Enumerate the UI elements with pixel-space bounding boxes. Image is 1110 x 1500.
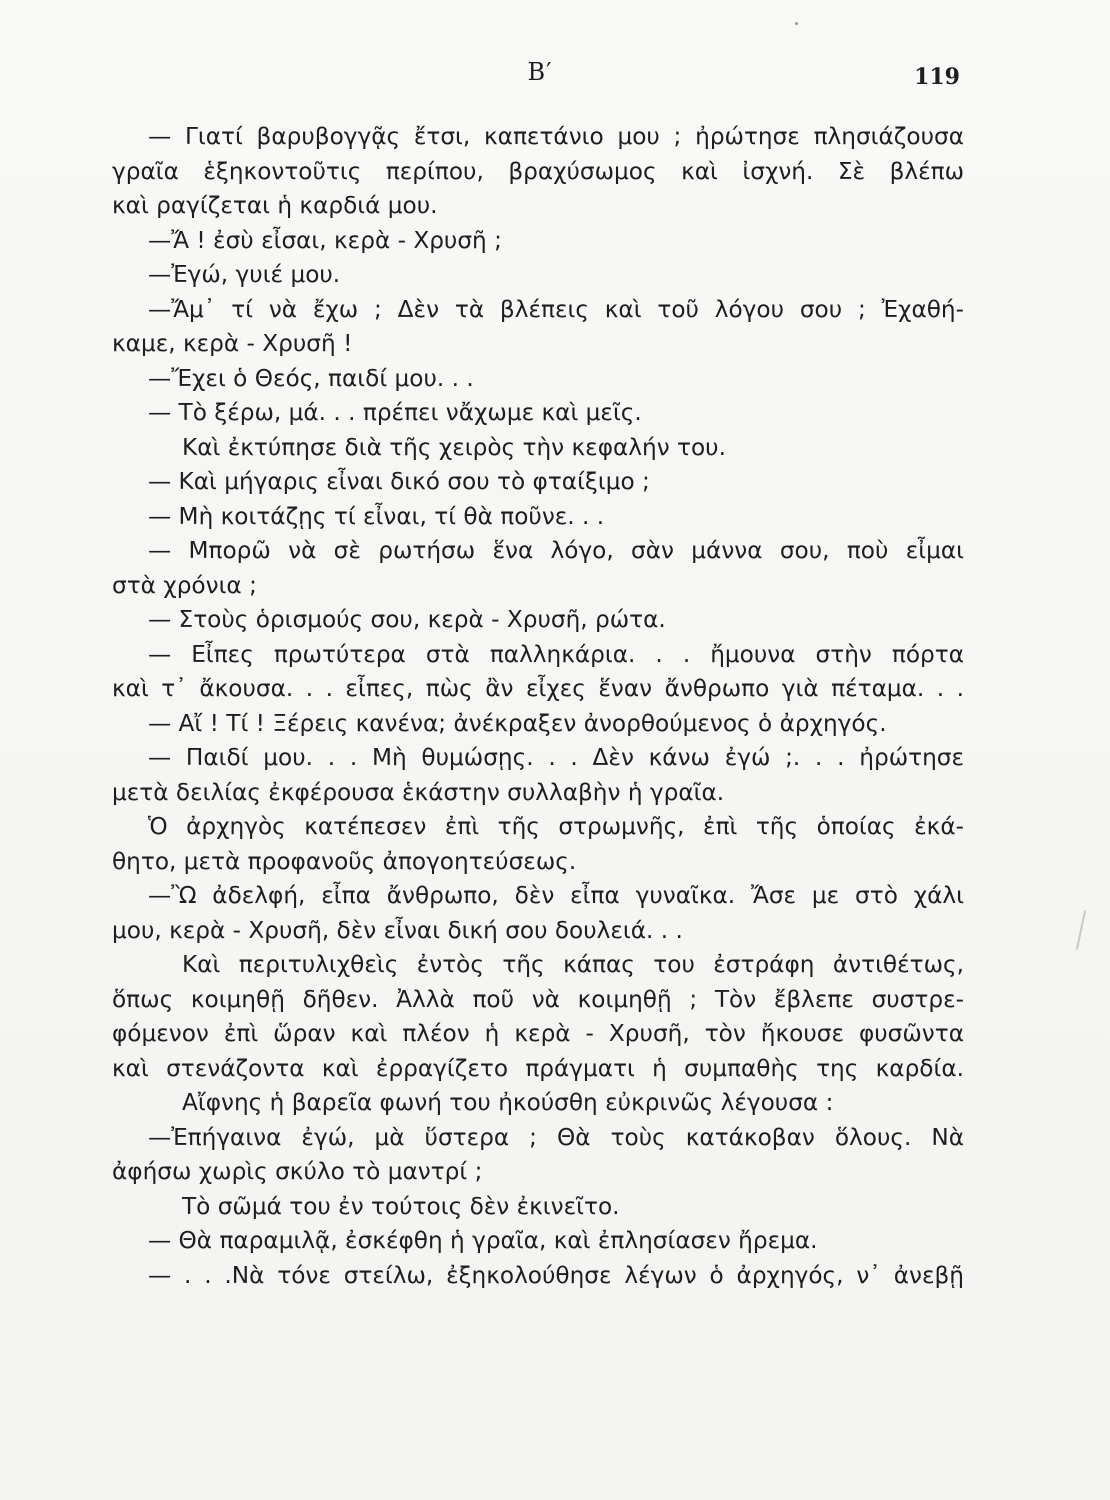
text-line: —Ἄ ! ἐσὺ εἶσαι, κερὰ - Χρυσῆ ; bbox=[148, 226, 502, 254]
text-line: — Μπορῶ νὰ σὲ ρωτήσω ἕνα λόγο, σὰν μάννα σου, ποὺ εἶμαι bbox=[148, 537, 964, 564]
text-line: καὶ ραγίζεται ἡ καρδιά μου. bbox=[112, 192, 438, 219]
text-line: Ὁ ἀρχηγὸς κατέπεσεν ἐπὶ τῆς στρωμνῆς, ἐπὶ τῆς ὁποίας ἐκά- bbox=[148, 813, 964, 840]
text-line: —Ἐπήγαινα ἐγώ, μὰ ὕστερα ; Θὰ τοὺς κατάκοβαν ὅλους. Νὰ bbox=[148, 1123, 964, 1151]
text-line: μου, κερὰ - Χρυσῆ, δὲν εἶναι δική σου δουλειά. . . bbox=[112, 916, 683, 944]
text-line: Καὶ ἐκτύπησε διὰ τῆς χειρὸς τὴν κεφαλήν του. bbox=[182, 433, 726, 461]
text-line: — Μὴ κοιτάζῃς τί εἶναι, τί θὰ ποῦνε. . . bbox=[148, 502, 605, 530]
text-line: Αἴφνης ἡ βαρεῖα φωνή του ἠκούσθη εὐκρινῶς λέγουσα : bbox=[182, 1089, 834, 1116]
text-line: καμε, κερὰ - Χρυσῆ ! bbox=[112, 330, 353, 357]
body-text bbox=[112, 120, 964, 1293]
text-line: — Τὸ ξέρω, μά. . . πρέπει νἄχωμε καὶ μεῖς. bbox=[148, 399, 642, 426]
text-line: —Ἐγώ, γυιέ μου. bbox=[148, 261, 341, 288]
text-line: στὰ χρόνια ; bbox=[112, 571, 257, 599]
text-line: ἀφήσω χωρὶς σκύλο τὸ μαντρί ; bbox=[112, 1158, 483, 1185]
text-line: Καὶ περιτυλιχθεὶς ἐντὸς τῆς κάπας του ἐστράφη ἀντιθέτως, bbox=[182, 951, 964, 978]
text-line: — Θὰ παραμιλᾷ, ἐσκέφθη ἡ γραῖα, καὶ ἐπλησίασεν ἤρεμα. bbox=[148, 1227, 818, 1254]
text-line: θητο, μετὰ προφανοῦς ἀπογοητεύσεως. bbox=[112, 847, 577, 875]
text-line: καὶ στενάζοντα καὶ ἐρραγίζετο πράγματι ἡ συμπαθὴς της καρδία. bbox=[112, 1054, 964, 1082]
text-line: φόμενον ἐπὶ ὥραν καὶ πλέον ἡ κερὰ - Χρυσῆ, τὸν ἤκουσε φυσῶντα bbox=[112, 1020, 964, 1047]
margin-mark bbox=[1076, 910, 1086, 950]
text-line: — Παιδί μου. . . Μὴ θυμώσῃς. . . Δὲν κάνω ἐγώ ;. . . ἠρώτησε bbox=[148, 744, 964, 771]
text-line: γραῖα ἑξηκοντοῦτις περίπου, βραχύσωμος καὶ ἰσχνή. Σὲ βλέπω bbox=[112, 157, 964, 185]
page-number: 119 bbox=[914, 64, 960, 90]
text-line: — Αἴ ! Τί ! Ξέρεις κανένα; ἀνέκραξεν ἀνορθούμενος ὁ ἀρχηγός. bbox=[148, 709, 887, 737]
text-line: ὅπως κοιμηθῇ δῆθεν. Ἀλλὰ ποῦ νὰ κοιμηθῇ ; Τὸν ἔβλεπε συστρε- bbox=[112, 985, 964, 1013]
text-line: — Καὶ μήγαρις εἶναι δικό σου τὸ φταίξιμο ; bbox=[148, 468, 650, 495]
page-header bbox=[110, 58, 970, 98]
text-line: —Ἄμ᾽ τί νὰ ἔχω ; Δὲν τὰ βλέπεις καὶ τοῦ λόγου σου ; Ἐχαθή- bbox=[148, 295, 964, 323]
scan-speck bbox=[795, 22, 798, 25]
text-line: — Γιατί βαρυβογγᾷς ἔτσι, καπετάνιο μου ; ἠρώτησε πλησιάζουσα bbox=[148, 123, 964, 150]
text-line: —Ὢ ἀδελφή, εἶπα ἄνθρωπο, δὲν εἶπα γυναῖκα. Ἄσε με στὸ χάλι bbox=[148, 882, 964, 909]
text-line: Τὸ σῶμά του ἐν τούτοις δὲν ἐκινεῖτο. bbox=[182, 1192, 620, 1220]
text-line: — . . .Νὰ τόνε στείλω, ἐξηκολούθησε λέγων ὁ ἀρχηγός, ν᾽ ἀνεβῇ bbox=[148, 1261, 964, 1289]
section-mark: Β′ bbox=[527, 58, 553, 86]
text-line: — Στοὺς ὁρισμούς σου, κερὰ - Χρυσῆ, ρώτα. bbox=[148, 606, 666, 633]
text-line: —Ἔχει ὁ Θεός, παιδί μου. . . bbox=[148, 364, 474, 392]
text-line: — Εἶπες πρωτύτερα στὰ παλληκάρια. . . ἤμουνα στὴν πόρτα bbox=[148, 640, 964, 668]
text-line: μετὰ δειλίας ἐκφέρουσα ἑκάστην συλλαβὴν ἡ γραῖα. bbox=[112, 778, 725, 806]
text-line: καὶ τ᾽ ἄκουσα. . . εἶπες, πὼς ἂν εἶχες ἕναν ἄνθρωπο γιὰ πέταμα. . . bbox=[112, 675, 964, 702]
